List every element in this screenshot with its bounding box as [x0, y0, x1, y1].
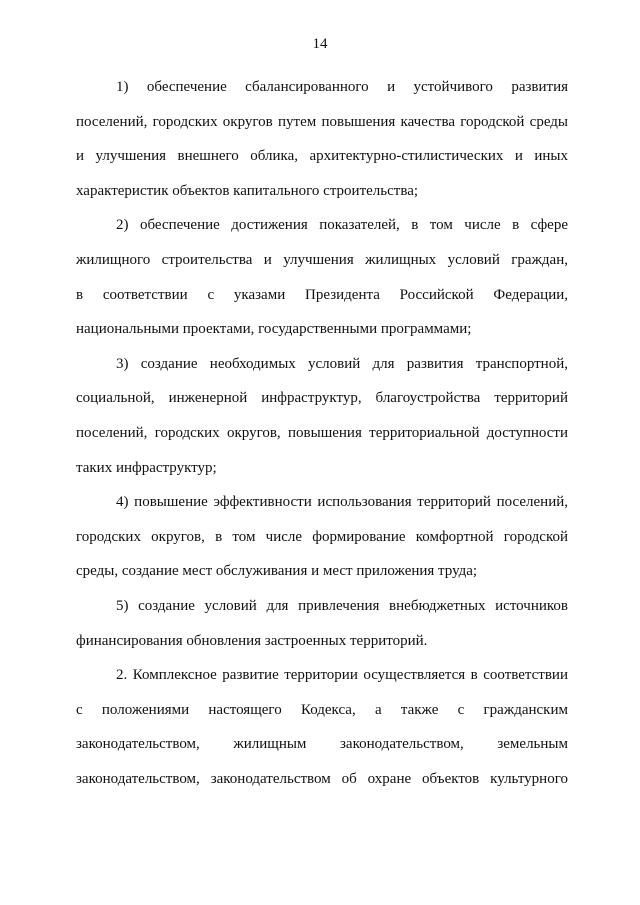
paragraph-1-line-1: 1) обеспечение сбалансированного и устойчивого развития — [116, 79, 568, 95]
page-number: 14 — [312, 36, 328, 52]
paragraph-1-line-3: и улучшения внешнего облика, архитектурно-стилистических и иных — [76, 148, 568, 165]
document-body — [76, 70, 568, 796]
paragraph-4-line-3: среды, создание мест обслуживания и мест приложения труда; — [76, 563, 478, 580]
section-2-line-3: законодательством, жилищным законодательством, земельным — [76, 736, 568, 753]
paragraph-3-line-4: таких инфраструктур; — [76, 459, 217, 476]
paragraph-3-line-1: 3) создание необходимых условий для развития транспортной, — [116, 355, 568, 372]
paragraph-2-line-1: 2) обеспечение достижения показателей, в том числе в сфере — [116, 217, 568, 234]
paragraph-1-line-4: характеристик объектов капитального строительства; — [76, 182, 419, 199]
section-2-line-1: 2. Комплексное развитие территории осуществляется в соответствии — [116, 667, 568, 684]
paragraph-2-line-4: национальными проектами, государственными программами; — [76, 321, 472, 338]
section-2-line-4: законодательством, законодательством об охране объектов культурного — [76, 770, 568, 787]
paragraph-5-line-1: 5) создание условий для привлечения внебюджетных источников — [116, 597, 568, 614]
paragraph-4-line-2: городских округов, в том числе формирование комфортной городской — [76, 528, 568, 545]
paragraph-5-line-2: финансирования обновления застроенных территорий. — [76, 632, 428, 649]
paragraph-1-line-2: поселений, городских округов путем повышения качества городской среды — [76, 113, 568, 130]
paragraph-3-line-2: социальной, инженерной инфраструктур, благоустройства территорий — [76, 390, 568, 407]
section-2-line-2: с положениями настоящего Кодекса, а также с гражданским — [76, 701, 568, 718]
paragraph-4-line-1: 4) повышение эффективности использования территорий поселений, — [116, 494, 568, 511]
paragraph-3-line-3: поселений, городских округов, повышения территориальной доступности — [76, 424, 568, 441]
paragraph-2-line-2: жилищного строительства и улучшения жилищных условий граждан, — [76, 251, 568, 268]
paragraph-2-line-3: в соответствии с указами Президента Российской Федерации, — [76, 286, 568, 303]
